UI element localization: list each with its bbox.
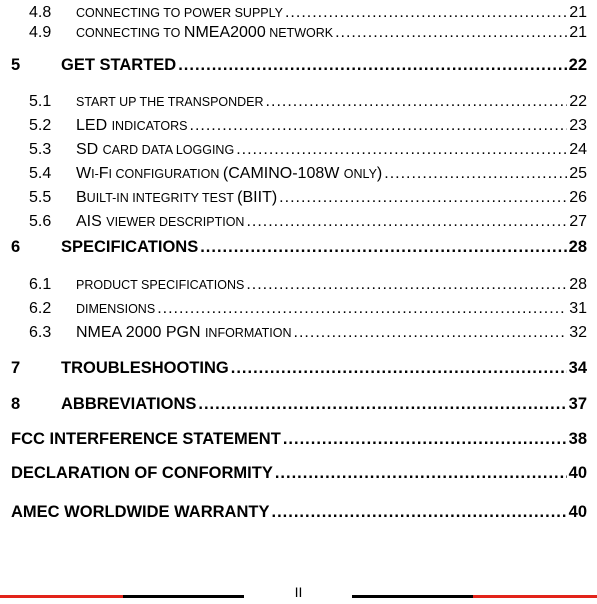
toc-entry-page: 40 — [568, 503, 587, 521]
toc-entry-page: 21 — [569, 4, 587, 21]
toc-entry[interactable] — [29, 300, 587, 318]
page-footer — [0, 584, 597, 604]
toc-entry-number: 7 — [11, 359, 21, 377]
toc-entry-number: 5.2 — [29, 117, 52, 134]
toc-dot-leader — [178, 56, 566, 75]
toc-entry-page: 24 — [569, 141, 587, 158]
toc-entry-title: CONNECTING TO POWER SUPPLY — [76, 6, 283, 20]
toc-entry[interactable] — [11, 395, 587, 414]
toc-entry[interactable] — [11, 238, 587, 257]
toc-entry-title: GET STARTED — [61, 56, 177, 74]
toc-entry-title: BUILT-IN INTEGRITY TEST (BIIT) — [76, 189, 278, 206]
toc-entry-number: 6.3 — [29, 324, 52, 341]
toc-entry[interactable] — [29, 324, 587, 342]
toc-entry-number: 5.3 — [29, 141, 52, 158]
toc-entry[interactable] — [11, 56, 587, 75]
toc-dot-leader — [246, 213, 567, 231]
toc-dot-leader — [198, 395, 566, 414]
toc-entry-title: SD CARD DATA LOGGING — [76, 141, 235, 158]
toc-dot-leader — [294, 324, 568, 342]
toc-entry-number: 5.6 — [29, 213, 52, 230]
toc-entry-number: 4.9 — [29, 24, 52, 41]
toc-entry-title: TROUBLESHOOTING — [61, 359, 229, 377]
toc-entry[interactable] — [29, 93, 587, 111]
toc-entry-page: 22 — [569, 93, 587, 110]
footer-red-bar-right — [473, 595, 597, 598]
toc-dot-leader — [271, 503, 566, 522]
toc-entry-number: 6.1 — [29, 276, 52, 293]
toc-entry-page: 22 — [568, 56, 587, 74]
toc-entry-number: 5.5 — [29, 189, 52, 206]
toc-dot-leader — [190, 117, 568, 135]
toc-dot-leader — [157, 300, 567, 318]
toc-entry-page: 28 — [568, 238, 587, 256]
toc-entry-title: ABBREVIATIONS — [61, 395, 197, 413]
toc-dot-leader — [279, 189, 567, 207]
toc-entry-page: 37 — [568, 395, 587, 413]
toc-dot-leader — [266, 93, 568, 111]
toc-entry-title: CONNECTING TO NMEA2000 NETWORK — [76, 24, 334, 41]
footer-black-bar-right — [352, 595, 473, 598]
toc-entry[interactable] — [11, 464, 587, 483]
toc-entry-page: 34 — [568, 359, 587, 377]
toc-entry-title: DECLARATION OF CONFORMITY — [11, 464, 273, 482]
toc-entry-title: DIMENSIONS — [76, 302, 156, 316]
toc-entry-page: 40 — [568, 464, 587, 482]
toc-entry-title: START UP THE TRANSPONDER — [76, 95, 264, 109]
toc-entry-page: 38 — [568, 430, 587, 448]
toc-dot-leader — [231, 359, 567, 378]
toc-entry-page: 28 — [569, 276, 587, 293]
toc-entry[interactable] — [29, 24, 587, 42]
toc-entry[interactable] — [11, 503, 587, 522]
toc-entry-page: 23 — [569, 117, 587, 134]
toc-dot-leader — [200, 238, 566, 257]
toc-dot-leader — [285, 4, 567, 22]
toc-entry[interactable] — [29, 165, 587, 183]
toc-dot-leader — [384, 165, 567, 183]
toc-entry-number: 5.4 — [29, 165, 52, 182]
toc-entry-title: WI-FI CONFIGURATION (CAMINO-108W ONLY) — [76, 165, 383, 182]
toc-entry-number: 8 — [11, 395, 21, 413]
toc-entry[interactable] — [29, 276, 587, 294]
toc-entry-title: AMEC WORLDWIDE WARRANTY — [11, 503, 270, 521]
toc-entry-page: 27 — [569, 213, 587, 230]
toc-entry-number: 5.1 — [29, 93, 52, 110]
toc-entry-page: 32 — [569, 324, 587, 341]
page-number: II — [294, 584, 303, 600]
toc-entry-number: 6 — [11, 238, 21, 256]
toc-entry-number: 6.2 — [29, 300, 52, 317]
toc-entry[interactable] — [29, 117, 587, 135]
toc-entry-page: 25 — [569, 165, 587, 182]
toc-entry-number: 4.8 — [29, 4, 52, 21]
toc-entry[interactable] — [29, 141, 587, 159]
toc-entry-title: FCC INTERFERENCE STATEMENT — [11, 430, 281, 448]
toc-dot-leader — [275, 464, 567, 483]
toc-entry[interactable] — [29, 213, 587, 231]
toc-dot-leader — [246, 276, 567, 294]
toc-entry-page: 26 — [569, 189, 587, 206]
footer-black-bar-left — [123, 595, 244, 598]
toc-entry-page: 21 — [569, 24, 587, 41]
toc-entry-title: SPECIFICATIONS — [61, 238, 199, 256]
toc-entry[interactable] — [11, 359, 587, 378]
toc-dot-leader — [335, 24, 567, 42]
toc-entry-title: LED INDICATORS — [76, 117, 188, 134]
toc-entry-number: 5 — [11, 56, 21, 74]
footer-red-bar-left — [0, 595, 123, 598]
toc-entry[interactable] — [29, 4, 587, 22]
toc-entry-title: AIS VIEWER DESCRIPTION — [76, 213, 245, 230]
toc-entry[interactable] — [29, 189, 587, 207]
toc-entry[interactable] — [11, 430, 587, 449]
toc-entry-title: NMEA 2000 PGN INFORMATION — [76, 324, 292, 341]
toc-entry-title: PRODUCT SPECIFICATIONS — [76, 278, 245, 292]
toc-dot-leader — [283, 430, 567, 449]
toc-entry-page: 31 — [569, 300, 587, 317]
toc-dot-leader — [236, 141, 567, 159]
